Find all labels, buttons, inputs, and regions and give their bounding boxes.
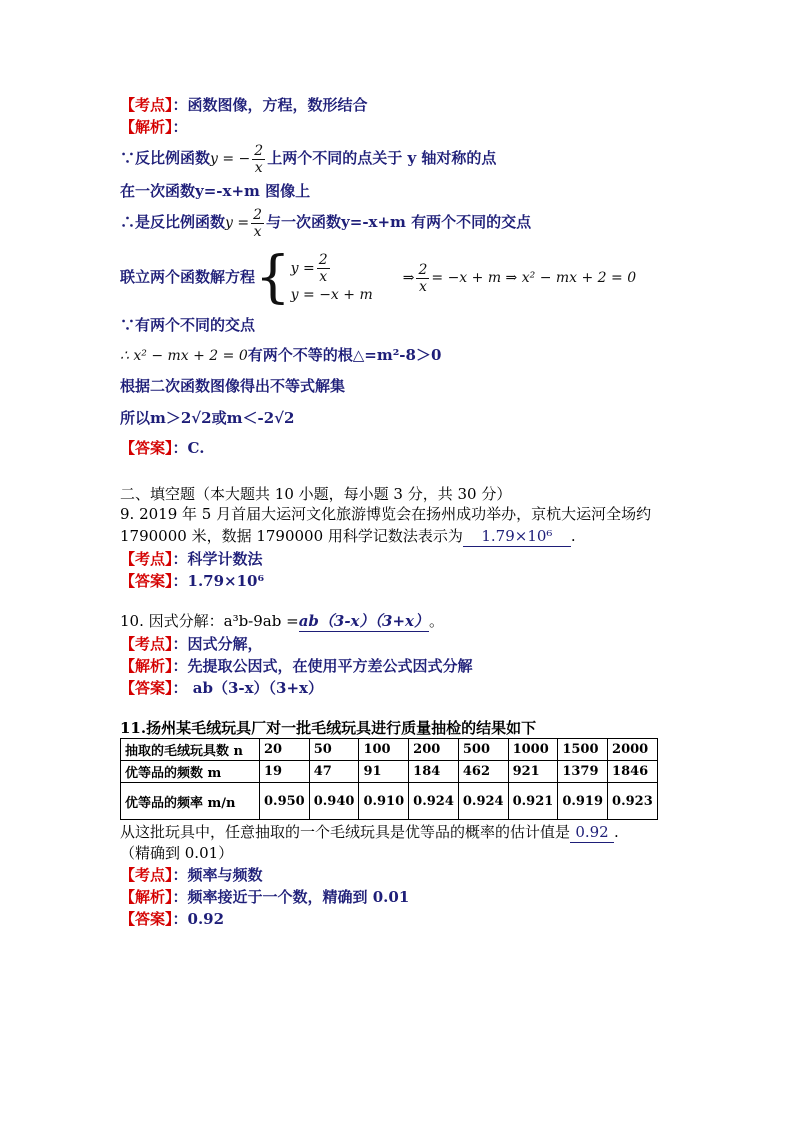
table-row: 优等品的频数 m 19 47 91 184 462 921 1379 1846 (121, 761, 658, 783)
q8-line-8: 所以m＞2√2或m＜-2√2 (120, 409, 295, 427)
fraction: $\frac{2}{x}$ (254, 142, 264, 176)
q8-daan: 【答案】：C. (120, 439, 205, 457)
answer-blank: ab（3-x）（3+x） (298, 612, 429, 630)
jiexi-label: 【解析】 (120, 118, 173, 136)
q8-line-2: 在一次函数y=-x+m 图像上 (120, 182, 311, 200)
answer-blank: 0.92 (570, 822, 614, 843)
section-title: 二、填空题（本大题共 10 小题，每小题 3 分，共 30 分） (120, 485, 512, 503)
document-page (120, 95, 680, 928)
q10-line-1: 10. 因式分解：a³b-9ab =ab（3-x）（3+x）。 (120, 612, 444, 630)
q10-jiexi: 【解析】：先提取公因式，在使用平方差公式因式分解 (120, 657, 473, 675)
q11-table-wrap (120, 738, 680, 820)
table-row: 优等品的频率 m/n 0.950 0.940 0.910 0.924 0.924 0.921 0.919 0.923 (121, 783, 658, 820)
q9-kaodian: 【考点】：科学计数法 (120, 550, 263, 568)
q8-line-1: ∵反比例函数y = − $\frac{2}{x}$ 上两个不同的点关于 y 轴对称的点 (120, 142, 497, 176)
table-row: 抽取的毛绒玩具数 n 20 50 100 200 500 1000 1500 2000 (121, 739, 658, 761)
q9-line-2: 1790000 米，数据 1790000 用科学记数法表示为 1.79×10⁶ . (120, 527, 576, 545)
fraction: $\frac{2}{x}$ (253, 206, 263, 240)
answer-blank: 1.79×10⁶ (463, 526, 571, 547)
q8-kaodian: 【考点】：函数图像，方程，数形结合 (120, 96, 368, 114)
q10-daan: 【答案】： ab（3-x）（3+x） (120, 679, 323, 697)
q8-line-6: ∴ x² − mx + 2 = 0有两个不等的根△=m²-8＞0 (120, 346, 442, 364)
q11-table (120, 738, 658, 820)
q11-daan: 【答案】：0.92 (120, 910, 225, 928)
q10-kaodian: 【考点】：因式分解， (120, 635, 263, 653)
equation-system: y = $\frac{2}{x}$ y = −x + m (290, 251, 373, 303)
q8-line-7: 根据二次函数图像得出不等式解集 (120, 377, 346, 395)
q8-line-4: 联立两个函数解方程{ y = $\frac{2}{x}$ y = −x + m ⇒ $\frac{2}{x}$ = −x + m ⇒ x² − mx + 2 = 0 (120, 245, 637, 310)
q11-jiexi: 【解析】：频率接近于一个数，精确到 0.01 (120, 888, 410, 906)
q11-line-2: 从这批玩具中，任意抽取的一个毛绒玩具是优等品的概率的估计值是 0.92 . (120, 823, 619, 841)
brace-symbol: { (255, 245, 291, 310)
q11-line-3: （精确到 0.01） (120, 844, 234, 862)
q8-line-3: ∴是反比例函数y = $\frac{2}{x}$ 与一次函数y=-x+m 有两个不同的交点 (120, 206, 532, 240)
q9-line-1: 9. 2019 年 5 月首届大运河文化旅游博览会在扬州成功举办，京杭大运河全场约 (120, 505, 652, 523)
q8-line-5: ∵有两个不同的交点 (120, 316, 256, 334)
q8-jiexi: 【解析】： (120, 118, 188, 136)
q9-daan: 【答案】：1.79×10⁶ (120, 572, 265, 590)
q11-kaodian: 【考点】：频率与频数 (120, 866, 263, 884)
q11-line-1: 11.扬州某毛绒玩具厂对一批毛绒玩具进行质量抽检的结果如下 (120, 719, 537, 737)
kaodian-label: 【考点】 (120, 96, 173, 114)
